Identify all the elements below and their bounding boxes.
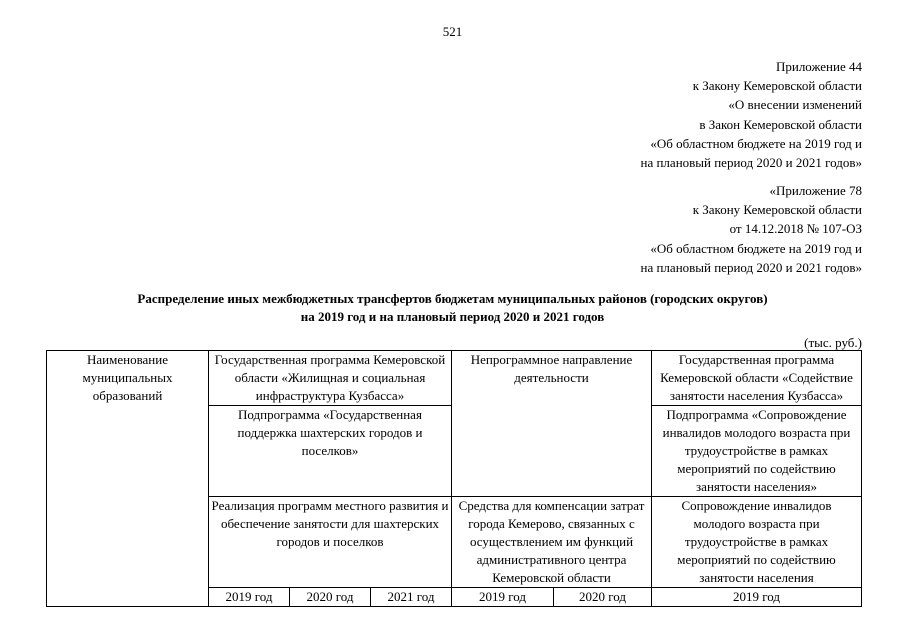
appendix-78-line: «Приложение 78 <box>769 183 862 198</box>
header-activity-local-development: Реализация программ местного развития и обеспечение занятости для шахтерских городов и поселков <box>209 497 452 588</box>
appendix-44-line: на плановый период 2020 и 2021 годов» <box>640 155 862 171</box>
year-header: 2021 год <box>371 588 452 607</box>
header-program-employment: Государственная программа Кемеровской области «Содействие занятости населения Кузбасса» <box>652 351 862 406</box>
appendix-78-line: на плановый период 2020 и 2021 годов» <box>640 259 862 275</box>
title-line-1: Распределение иных межбюджетных трансфертов бюджетам муниципальных районов (городских округов) <box>137 291 768 306</box>
appendix-78-block <box>641 181 863 277</box>
appendix-44-line: в Закон Кемеровской области <box>699 116 862 132</box>
year-header: 2019 год <box>452 588 554 607</box>
header-activity-disabled-support: Сопровождение инвалидов молодого возраста при трудоустройстве в рамках мероприятий по содействию занятости населения <box>652 497 862 588</box>
appendix-78-line: от 14.12.2018 № 107-ОЗ <box>729 221 862 237</box>
page-number: 521 <box>442 24 463 39</box>
header-municipality: Наименование муниципальных образований <box>47 351 209 588</box>
appendix-44-block <box>641 57 863 172</box>
document-title <box>0 290 905 326</box>
year-header: 2019 год <box>209 588 290 607</box>
header-empty <box>47 588 209 607</box>
year-header: 2020 год <box>290 588 371 607</box>
units-label: (тыс. руб.) <box>804 335 862 350</box>
header-subprogram-mining-towns: Подпрограмма «Государственная поддержка шахтерских городов и поселков» <box>209 406 452 497</box>
appendix-44-line: к Закону Кемеровской области <box>692 78 862 94</box>
appendix-44-line: Приложение 44 <box>775 59 862 74</box>
appendix-44-line: «Об областном бюджете на 2019 год и <box>650 135 862 151</box>
title-line-2: на 2019 год и на плановый период 2020 и 2021 годов <box>300 309 605 324</box>
header-activity-kemerovo-compensation: Средства для компенсации затрат города Кемерово, связанных с осуществлением им функций административного центра Кемеровской области <box>452 497 652 588</box>
year-header: 2019 год <box>652 588 862 607</box>
transfers-table <box>46 350 862 607</box>
header-nonprogram: Непрограммное направление деятельности <box>452 351 652 497</box>
header-subprogram-disabled-youth: Подпрограмма «Сопровождение инвалидов молодого возраста при трудоустройстве в рамках мероприятий по содействию занятости населения» <box>652 406 862 497</box>
appendix-78-line: к Закону Кемеровской области <box>692 202 862 218</box>
appendix-44-line: «О внесении изменений <box>728 97 862 113</box>
header-program-housing: Государственная программа Кемеровской области «Жилищная и социальная инфраструктура Кузбасса» <box>209 351 452 406</box>
appendix-78-line: «Об областном бюджете на 2019 год и <box>650 240 862 256</box>
year-header: 2020 год <box>554 588 652 607</box>
